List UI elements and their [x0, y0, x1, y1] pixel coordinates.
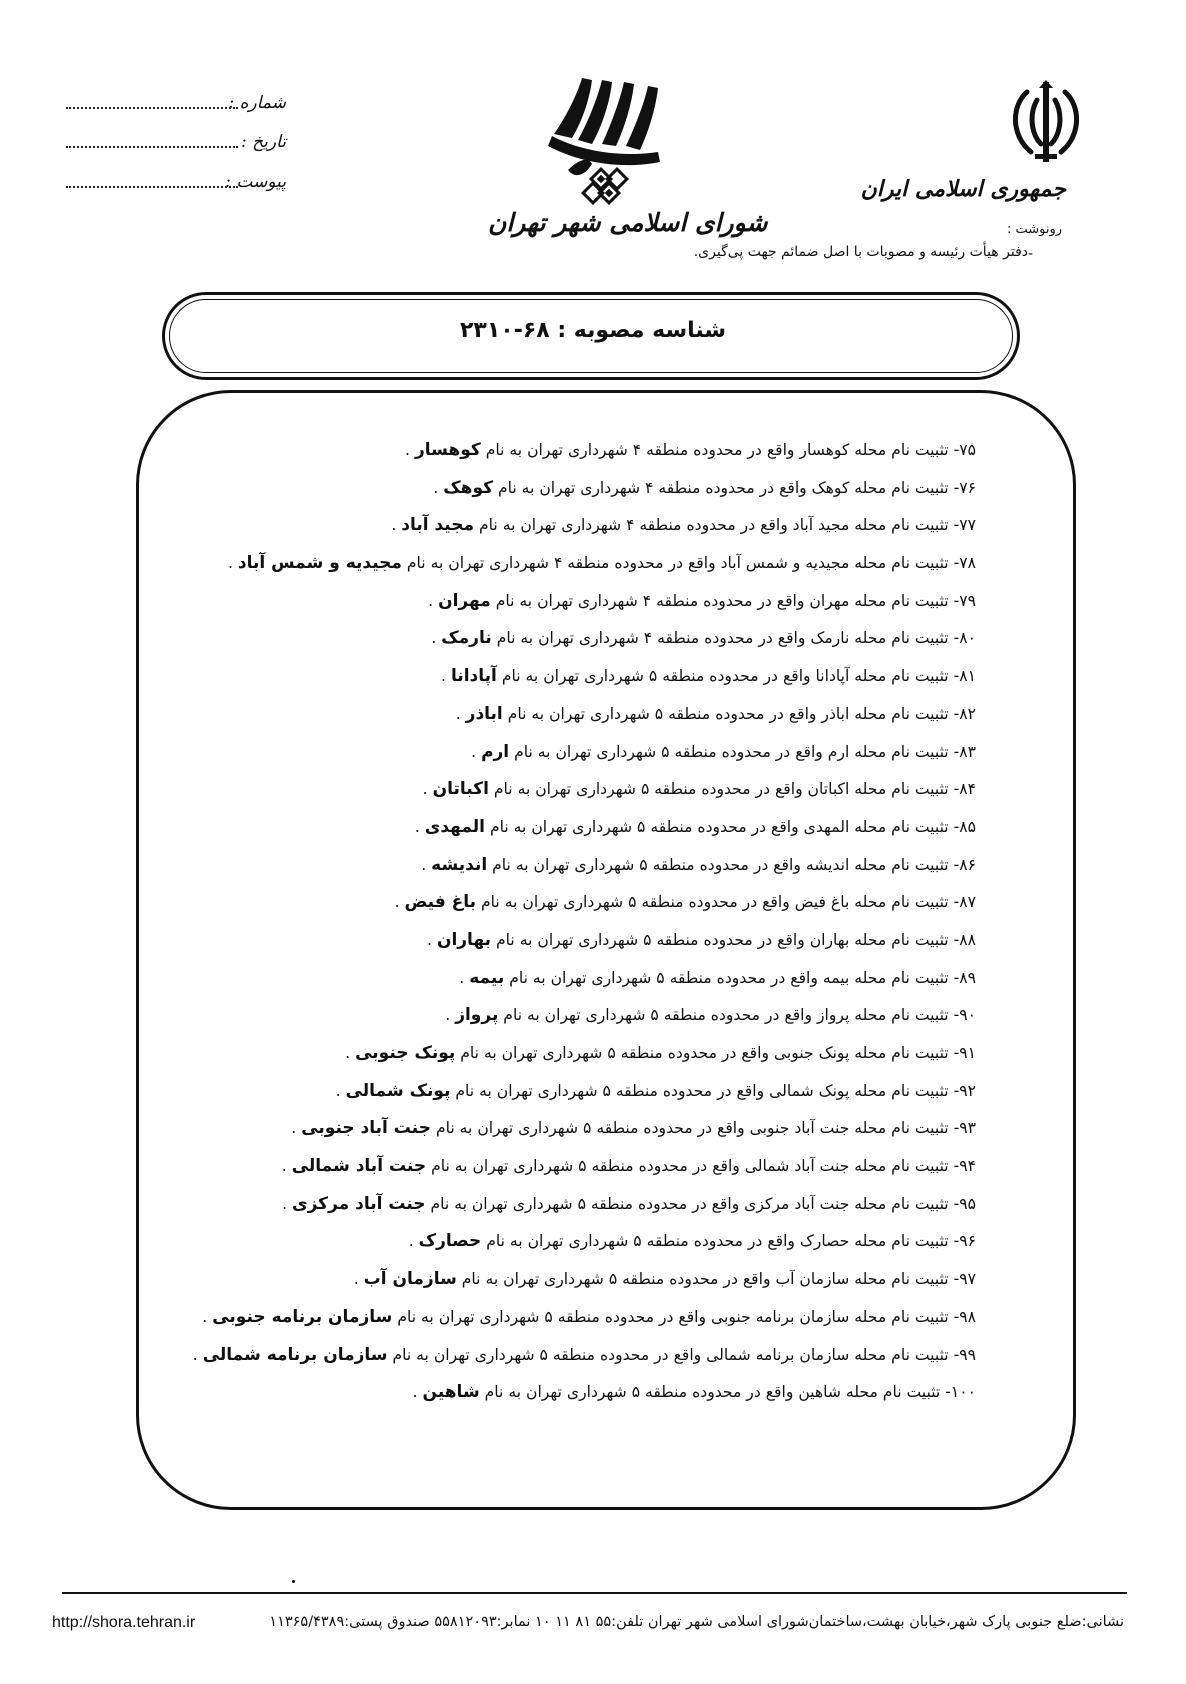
item-number: ۹۰ — [959, 1006, 976, 1025]
item-number: ۸۴ — [959, 780, 976, 799]
item-number: ۸۷ — [959, 893, 976, 912]
number-field — [66, 93, 286, 119]
item-text: تثبیت نام محله حصارک واقع در محدوده منطقه ۵ شهرداری تهران به نام — [486, 1232, 949, 1251]
list-item: ۹۶- تثبیت نام محله حصارک واقع در محدوده منطقه ۵ شهرداری تهران به نام حصارک . — [408, 1231, 976, 1252]
attachment-field — [66, 172, 286, 198]
item-text: تثبیت نام محله پونک شمالی واقع در محدوده منطقه ۵ شهرداری تهران به نام — [455, 1081, 949, 1100]
item-number: ۹۳ — [959, 1119, 976, 1138]
list-item: ۹۵- تثبیت نام محله جنت آباد مرکزی واقع در محدوده منطقه ۵ شهرداری تهران به نام جنت آباد مرکزی . — [282, 1193, 976, 1214]
list-item: ۷۵- تثبیت نام محله کوهسار واقع در محدوده منطقه ۴ شهرداری تهران به نام کوهسار . — [405, 440, 976, 460]
website-link[interactable]: http://shora.tehran.ir — [52, 1614, 196, 1631]
number-label: شماره : — [228, 93, 286, 113]
list-item: ۸۶- تثبیت نام محله اندیشه واقع در محدوده منطقه ۵ شهرداری تهران به نام اندیشه . — [421, 854, 976, 875]
item-text: تثبیت نام محله پونک جنوبی واقع در محدوده منطقه ۵ شهرداری تهران به نام — [460, 1044, 949, 1062]
item-name: مهران — [438, 590, 491, 611]
attachment-label: پیوست : — [225, 172, 286, 192]
item-name: حصارک — [418, 1231, 482, 1252]
item-text: تثبیت نام محله نارمک واقع در محدوده منطقه ۴ شهرداری تهران به نام — [496, 629, 949, 648]
item-text: تثبیت نام محله کوهک واقع در محدوده منطقه ۴ شهرداری تهران به نام — [497, 478, 949, 497]
list-item: ۸۸- تثبیت نام محله بهاران واقع در محدوده منطقه ۵ شهرداری تهران به نام بهاران . — [427, 929, 976, 950]
item-text: تثبیت نام محله جنت آباد مرکزی واقع در محدوده منطقه ۵ شهرداری تهران به نام — [430, 1194, 949, 1213]
item-text: تثبیت نام محله مجید آباد واقع در محدوده منطقه ۴ شهرداری تهران به نام — [479, 516, 949, 535]
item-name: اباذر — [465, 703, 503, 724]
footer-rule — [62, 1592, 1127, 1594]
list-item: ۸۷- تثبیت نام محله باغ فیض واقع در محدوده منطقه ۵ شهرداری تهران به نام باغ فیض . — [394, 892, 976, 913]
list-item: ۸۴- تثبیت نام محله اکباتان واقع در محدوده منطقه ۵ شهرداری تهران به نام اکباتان . — [422, 779, 976, 800]
footer-address: نشانی:ضلع جنوبی پارک شهر،خیابان بهشت،ساختمان‌شورای اسلامی شهر تهران تلفن:۵۵ ۸۱ ۱۱ ۱۰ نمابر:۵۵۸۱۲۰۹۳ صندوق پستی:۱۱۳۶۵/۴۳۸۹ — [269, 1614, 1124, 1630]
item-text: تثبیت نام محله اباذر واقع در محدوده منطقه ۵ شهرداری تهران به نام — [507, 704, 949, 723]
list-item: ۹۹- تثبیت نام محله سازمان برنامه شمالی واقع در محدوده منطقه ۵ شهرداری تهران به نام سازمان برنامه شمالی . — [192, 1344, 976, 1365]
number-dotted-line — [66, 107, 238, 109]
list-item: ۸۳- تثبیت نام محله ارم واقع در محدوده منطقه ۵ شهرداری تهران به نام ارم . — [471, 741, 976, 762]
item-number: ۷۷ — [959, 516, 976, 535]
item-number: ۹۵ — [959, 1194, 976, 1213]
list-item: ۸۵- تثبیت نام محله المهدی واقع در محدوده منطقه ۵ شهرداری تهران به نام المهدی . — [414, 816, 976, 837]
item-text: تثبیت نام محله بیمه واقع در محدوده منطقه ۵ شهرداری تهران به نام — [509, 968, 949, 987]
item-number: ۸۵ — [959, 817, 976, 836]
item-number: ۹۴ — [959, 1157, 976, 1176]
item-name: پرواز — [455, 1005, 499, 1026]
item-name: المهدی — [424, 816, 485, 837]
item-text: تثبیت نام محله مهران واقع در محدوده منطقه ۴ شهرداری تهران به نام — [495, 591, 949, 610]
item-number: ۸۶ — [959, 855, 976, 874]
item-text: تثبیت نام محله پرواز واقع در محدوده منطقه ۵ شهرداری تهران به نام — [503, 1006, 949, 1025]
footer-mark — [292, 1580, 295, 1583]
list-item: ۷۷- تثبیت نام محله مجید آباد واقع در محدوده منطقه ۴ شهرداری تهران به نام مجید آباد . — [391, 515, 976, 536]
list-item: ۸۲- تثبیت نام محله اباذر واقع در محدوده منطقه ۵ شهرداری تهران به نام اباذر . — [455, 703, 976, 724]
cc-recipient: دفتر هیأت رئیسه و مصوبات با اصل ضمائم جهت پی‌گیری. — [693, 244, 1028, 260]
item-number: ۹۶ — [959, 1232, 976, 1251]
date-dotted-line — [66, 146, 238, 148]
item-name: جنت آباد مرکزی — [292, 1193, 426, 1214]
item-name: بهاران — [436, 929, 492, 950]
council-name: شورای اسلامی شهر تهران — [488, 208, 768, 237]
item-name: اندیشه — [431, 854, 488, 875]
item-name: مجید آباد — [401, 515, 475, 536]
item-text: تثبیت نام محله جنت آباد جنوبی واقع در محدوده منطقه ۵ شهرداری تهران به نام — [435, 1119, 949, 1138]
item-number: ۸۳ — [959, 742, 976, 761]
item-text: تثبیت نام محله بهاران واقع در محدوده منطقه ۵ شهرداری تهران به نام — [496, 930, 949, 949]
date-label: تاریخ : — [241, 132, 286, 152]
item-text: تثبیت نام محله اندیشه واقع در محدوده منطقه ۵ شهرداری تهران به نام — [492, 855, 949, 874]
item-number: ۸۱ — [959, 667, 976, 686]
item-number: ۷۶ — [959, 478, 976, 497]
list-item: ۹۰- تثبیت نام محله پرواز واقع در محدوده منطقه ۵ شهرداری تهران به نام پرواز . — [445, 1005, 976, 1026]
item-text: تثبیت نام محله شاهین واقع در محدوده منطقه ۵ شهرداری تهران به نام — [484, 1383, 941, 1402]
tehran-council-logo-icon — [548, 74, 676, 214]
resolution-items-list — [116, 432, 976, 1412]
item-name: سازمان آب — [363, 1269, 457, 1290]
item-number: ۹۲ — [959, 1081, 976, 1100]
item-text: تثبیت نام محله جنت آباد شمالی واقع در محدوده منطقه ۵ شهرداری تهران به نام — [431, 1157, 949, 1176]
item-name: پونک شمالی — [345, 1080, 451, 1101]
item-text: تثبیت نام محله اکباتان واقع در محدوده منطقه ۵ شهرداری تهران به نام — [493, 780, 949, 799]
item-name: سازمان برنامه شمالی — [202, 1344, 388, 1365]
attachment-dotted-line — [66, 186, 238, 188]
item-text: تثبیت نام محله المهدی واقع در محدوده منطقه ۵ شهرداری تهران به نام — [489, 817, 949, 836]
item-name: مجیدیه و شمس آباد — [237, 553, 402, 574]
item-number: ۸۰ — [959, 629, 976, 648]
item-number: ۷۵ — [959, 441, 976, 459]
list-item: ۹۲- تثبیت نام محله پونک شمالی واقع در محدوده منطقه ۵ شهرداری تهران به نام پونک شمالی . — [335, 1080, 976, 1101]
item-text: تثبیت نام محله ارم واقع در محدوده منطقه ۵ شهرداری تهران به نام — [514, 742, 949, 761]
item-name: جنت آباد جنوبی — [301, 1118, 431, 1139]
list-item: ۷۸- تثبیت نام محله مجیدیه و شمس آباد واقع در محدوده منطقه ۴ شهرداری تهران به نام مجیدیه و شمس آباد . — [227, 553, 976, 574]
list-item: ۱۰۰- تثبیت نام محله شاهین واقع در محدوده منطقه ۵ شهرداری تهران به نام شاهین . — [412, 1382, 976, 1403]
item-number: ۹۹ — [959, 1345, 976, 1364]
list-item: ۹۱- تثبیت نام محله پونک جنوبی واقع در محدوده منطقه ۵ شهرداری تهران به نام پونک جنوبی . — [345, 1043, 976, 1063]
item-text: تثبیت نام محله آپادانا واقع در محدوده منطقه ۵ شهرداری تهران به نام — [501, 667, 949, 686]
list-item: ۸۱- تثبیت نام محله آپادانا واقع در محدوده منطقه ۵ شهرداری تهران به نام آپادانا . — [441, 666, 976, 687]
cc-dash: - — [1028, 246, 1034, 262]
item-name: کوهک — [443, 477, 493, 498]
list-item: ۹۳- تثبیت نام محله جنت آباد جنوبی واقع در محدوده منطقه ۵ شهرداری تهران به نام جنت آباد جنوبی . — [291, 1118, 976, 1139]
item-name: ارم — [481, 741, 510, 762]
item-name: شاهین — [422, 1382, 480, 1403]
item-number: ۷۸ — [959, 554, 976, 573]
item-name: جنت آباد شمالی — [291, 1156, 427, 1177]
item-name: پونک جنوبی — [355, 1043, 456, 1063]
item-text: تثبیت نام محله سازمان برنامه شمالی واقع در محدوده منطقه ۵ شهرداری تهران به نام — [392, 1345, 949, 1364]
republic-name: جمهوری اسلامی ایران — [860, 176, 1066, 202]
list-item: ۷۹- تثبیت نام محله مهران واقع در محدوده منطقه ۴ شهرداری تهران به نام مهران . — [428, 590, 976, 611]
item-number: ۸۹ — [959, 968, 976, 987]
list-item: ۹۷- تثبیت نام محله سازمان آب واقع در محدوده منطقه ۵ شهرداری تهران به نام سازمان آب . — [353, 1269, 976, 1290]
list-item: ۸۰- تثبیت نام محله نارمک واقع در محدوده منطقه ۴ شهرداری تهران به نام نارمک . — [431, 628, 976, 649]
item-text: تثبیت نام محله باغ فیض واقع در محدوده منطقه ۵ شهرداری تهران به نام — [481, 893, 949, 912]
item-number: ۷۹ — [959, 591, 976, 610]
item-number: ۹۸ — [959, 1307, 976, 1326]
item-number: ۸۲ — [959, 704, 976, 723]
item-name: نارمک — [441, 628, 492, 649]
cc-label: رونوشت : — [1006, 222, 1062, 237]
item-number: ۹۱ — [959, 1044, 976, 1062]
item-number: ۱۰۰ — [950, 1383, 976, 1402]
list-item: ۹۴- تثبیت نام محله جنت آباد شمالی واقع در محدوده منطقه ۵ شهرداری تهران به نام جنت آباد شمالی . — [281, 1156, 976, 1177]
list-item: ۹۸- تثبیت نام محله سازمان برنامه جنوبی واقع در محدوده منطقه ۵ شهرداری تهران به نام سازمان برنامه جنوبی . — [202, 1306, 976, 1327]
item-name: بیمه — [469, 967, 505, 988]
item-name: اکباتان — [432, 779, 489, 800]
item-number: ۹۷ — [959, 1270, 976, 1289]
item-text: تثبیت نام محله سازمان آب واقع در محدوده منطقه ۵ شهرداری تهران به نام — [461, 1270, 949, 1289]
list-item: ۸۹- تثبیت نام محله بیمه واقع در محدوده منطقه ۵ شهرداری تهران به نام بیمه . — [459, 967, 976, 988]
list-item: ۷۶- تثبیت نام محله کوهک واقع در محدوده منطقه ۴ شهرداری تهران به نام کوهک . — [433, 477, 976, 498]
item-name: سازمان برنامه جنوبی — [212, 1306, 393, 1327]
item-number: ۸۸ — [959, 930, 976, 949]
item-name: باغ فیض — [404, 892, 477, 913]
item-text: تثبیت نام محله مجیدیه و شمس آباد واقع در محدوده منطقه ۴ شهرداری تهران به نام — [406, 554, 949, 573]
resolution-id: شناسه مصوبه : ۶۸-۲۳۱۰ — [459, 318, 727, 343]
item-name: آپادانا — [450, 666, 497, 687]
iran-emblem-icon — [1005, 78, 1087, 168]
item-name: کوهسار — [414, 440, 481, 460]
item-text: تثبیت نام محله سازمان برنامه جنوبی واقع در محدوده منطقه ۵ شهرداری تهران به نام — [397, 1307, 949, 1326]
item-text: تثبیت نام محله کوهسار واقع در محدوده منطقه ۴ شهرداری تهران به نام — [485, 441, 949, 459]
date-field — [66, 132, 286, 158]
